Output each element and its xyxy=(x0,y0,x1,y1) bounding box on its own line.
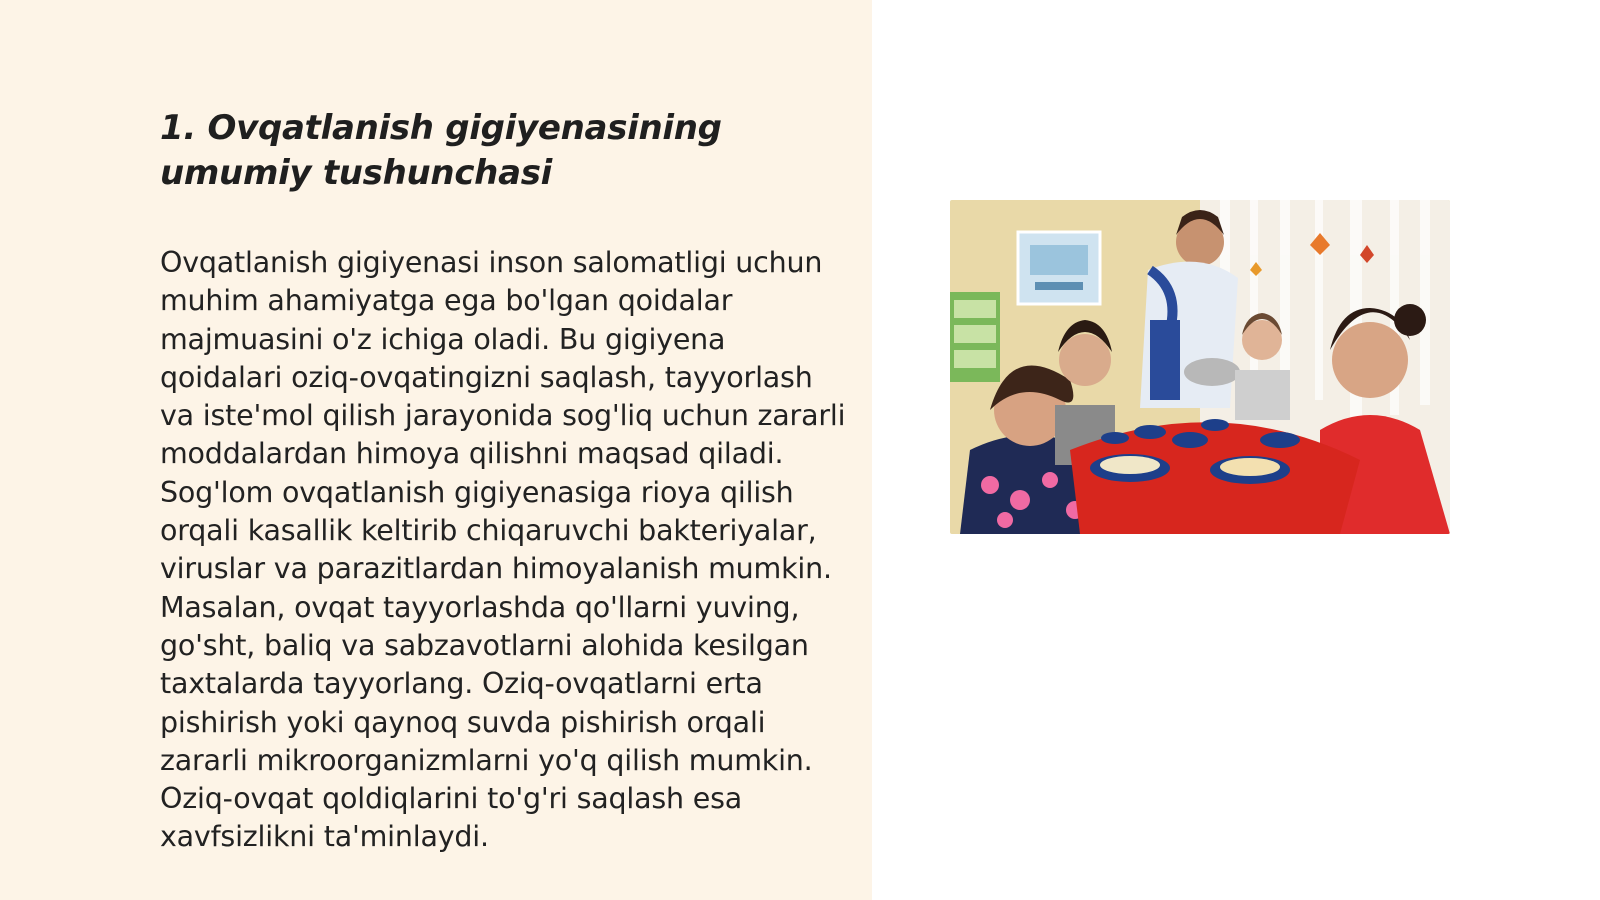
slide-title: 1. Ovqatlanish gigiyenasining umumiy tushunchasi xyxy=(160,108,722,193)
slide-body-text: Ovqatlanish gigiyenasi inson salomatligi uchun muhim ahamiyatga ega bo'lgan qoidalar majmuasini o'z ichiga oladi. Bu gigiyena qoidalari oziq-ovqatingizni saqlash, tayyorlash va iste'mol qilish jarayonida sog'liq uchun zararli moddalardan himoya qilishni maqsad qiladi. Sog'lom ovqatlanish gigiyenasiga rioya qilish orqali kasallik keltirib chiqaruvchi bakteriyalar, viruslar va parazitlardan himoyalanish mumkin. Masalan, ovqat tayyorlashda qo'llarni yuving, go'sht, baliq va sabzavotlarni alohida kesilgan taxtalarda tayyorlang. Oziq-ovqatlarni erta pishirish yoki qaynoq suvda pishirish orqali zararli mikroorganizmlarni yo'q qilish mumkin. Oziq-ovqat qoldiqlarini to'g'ri saqlash esa xavfsizlikni ta'minlaydi. xyxy=(160,246,846,854)
kindergarten-meal-photo xyxy=(950,200,1450,534)
photo-illustration xyxy=(950,200,1450,534)
